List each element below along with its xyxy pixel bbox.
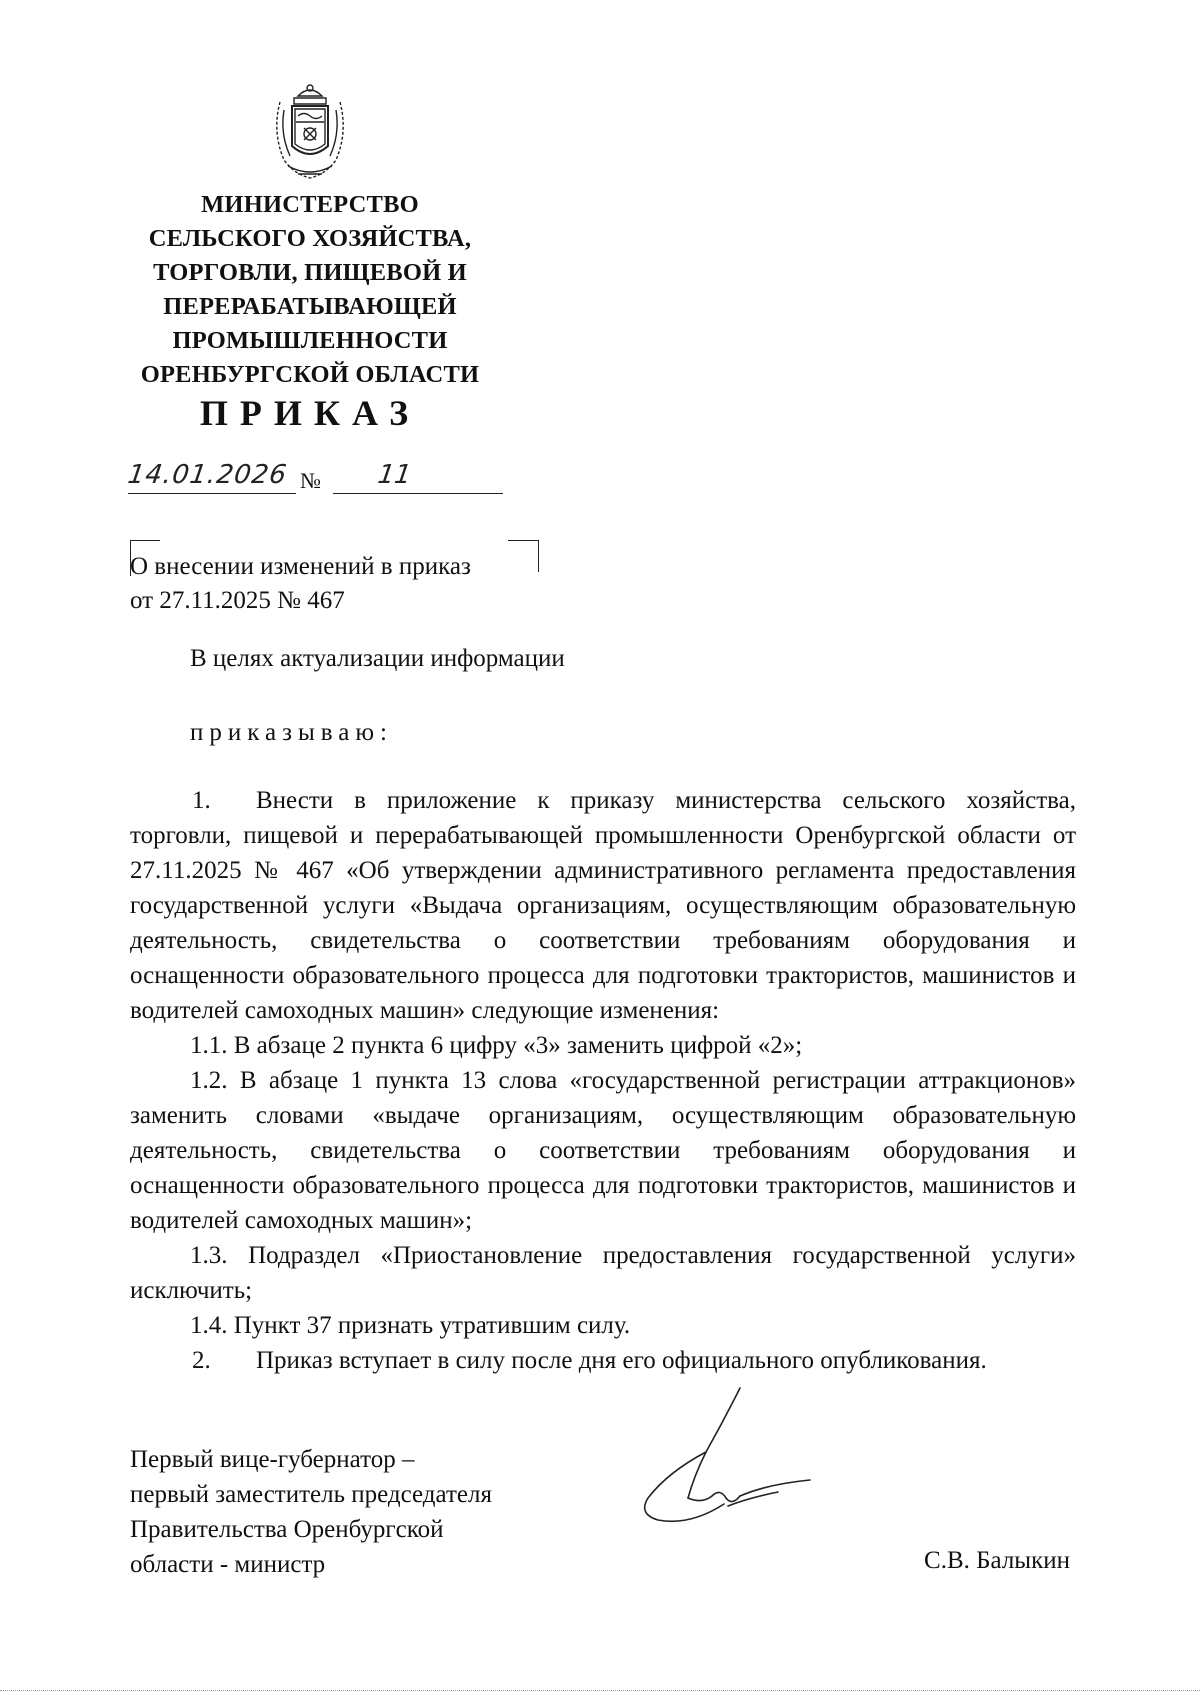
handwritten-signature: [628, 1380, 828, 1540]
ministry-line: ОРЕНБУРГСКОЙ ОБЛАСТИ: [140, 361, 480, 388]
number-underline: [333, 493, 503, 494]
subject-line: О внесении изменений в приказ: [130, 553, 471, 580]
ministry-line: ПРОМЫШЛЕННОСТИ: [172, 327, 448, 354]
item-text: Подраздел «Приостановление предоставления государственной услуги» исключить;: [130, 1242, 1077, 1304]
signer-name: С.В. Балыкин: [924, 1547, 1070, 1574]
item-number: 2.: [192, 1347, 211, 1374]
orders-word: приказываю:: [190, 719, 393, 746]
position-line: области - министр: [130, 1551, 326, 1578]
position-line: Первый вице-губернатор –: [130, 1446, 415, 1473]
ministry-line: ПЕРЕРАБАТЫВАЮЩЕЙ: [163, 293, 457, 320]
position-line: первый заместитель председателя: [130, 1481, 492, 1508]
handwritten-date: 14.01.2026: [125, 460, 289, 490]
subject-line: от 27.11.2025 № 467: [130, 587, 345, 614]
order-subitem: [130, 1028, 1076, 1063]
subject-bracket-right: [538, 540, 539, 572]
preamble: В целях актуализации информации: [190, 645, 565, 672]
item-number: 1.1.: [190, 1032, 228, 1059]
order-subitem: [130, 1308, 1076, 1343]
item-text: Пункт 37 признать утратившим силу.: [233, 1312, 631, 1339]
document-type-title: ПРИКАЗ: [199, 393, 421, 433]
subject-bracket-right: [508, 540, 538, 541]
ministry-name: [110, 188, 510, 392]
document-body: [130, 783, 1076, 1378]
scan-edge-line: [0, 1690, 1200, 1691]
item-number: 1.3.: [190, 1242, 228, 1269]
order-subitem: [130, 1238, 1076, 1308]
item-text: Внести в приложение к приказу министерства сельского хозяйства, торговли, пищевой и перерабатывающей промышленности Оренбургской области от 27.11.2025 № 467 «Об утверждении административного регламента предоставления государственной услуги «Выдача организациям, осуществляющим образовательную деятельность, свидетельства о соответствии требованиям оборудования и оснащенности образовательного процесса для подготовки трактористов, машинистов и водителей самоходных машин» следующие изменения:: [130, 787, 1076, 1024]
handwritten-number: 11: [375, 460, 414, 490]
item-number: 1.2.: [190, 1067, 228, 1094]
date-underline: [128, 493, 296, 494]
order-item: [130, 783, 1076, 1028]
item-text: В абзаце 1 пункта 13 слова «государственной регистрации аттракционов» заменить словами «выдаче организациям, осуществляющим образовательную деятельность, свидетельства о соответствии требованиям оборудования и оснащенности образовательного процесса для подготовки трактористов, машинистов и водителей самоходных машин»;: [130, 1067, 1077, 1234]
subject-bracket-left: [130, 540, 160, 541]
item-number: 1.: [192, 787, 211, 814]
coat-of-arms-icon: [268, 82, 352, 182]
number-sign: №: [300, 468, 321, 493]
ministry-line: МИНИСТЕРСТВО: [201, 191, 419, 218]
ministry-line: ТОРГОВЛИ, ПИЩЕВОЙ И: [153, 259, 467, 286]
item-number: 1.4.: [190, 1312, 228, 1339]
document-subject: [130, 550, 471, 618]
signatory-position: [130, 1442, 492, 1582]
item-text: В абзаце 2 пункта 6 цифру «3» заменить цифрой «2»;: [233, 1032, 803, 1059]
order-subitem: [130, 1063, 1076, 1238]
item-text: Приказ вступает в силу после дня его официального опубликования.: [256, 1347, 987, 1374]
position-line: Правительства Оренбургской: [130, 1516, 444, 1543]
date-number-line: [125, 460, 528, 500]
order-item: [130, 1343, 1076, 1378]
ministry-line: СЕЛЬСКОГО ХОЗЯЙСТВА,: [148, 225, 472, 252]
